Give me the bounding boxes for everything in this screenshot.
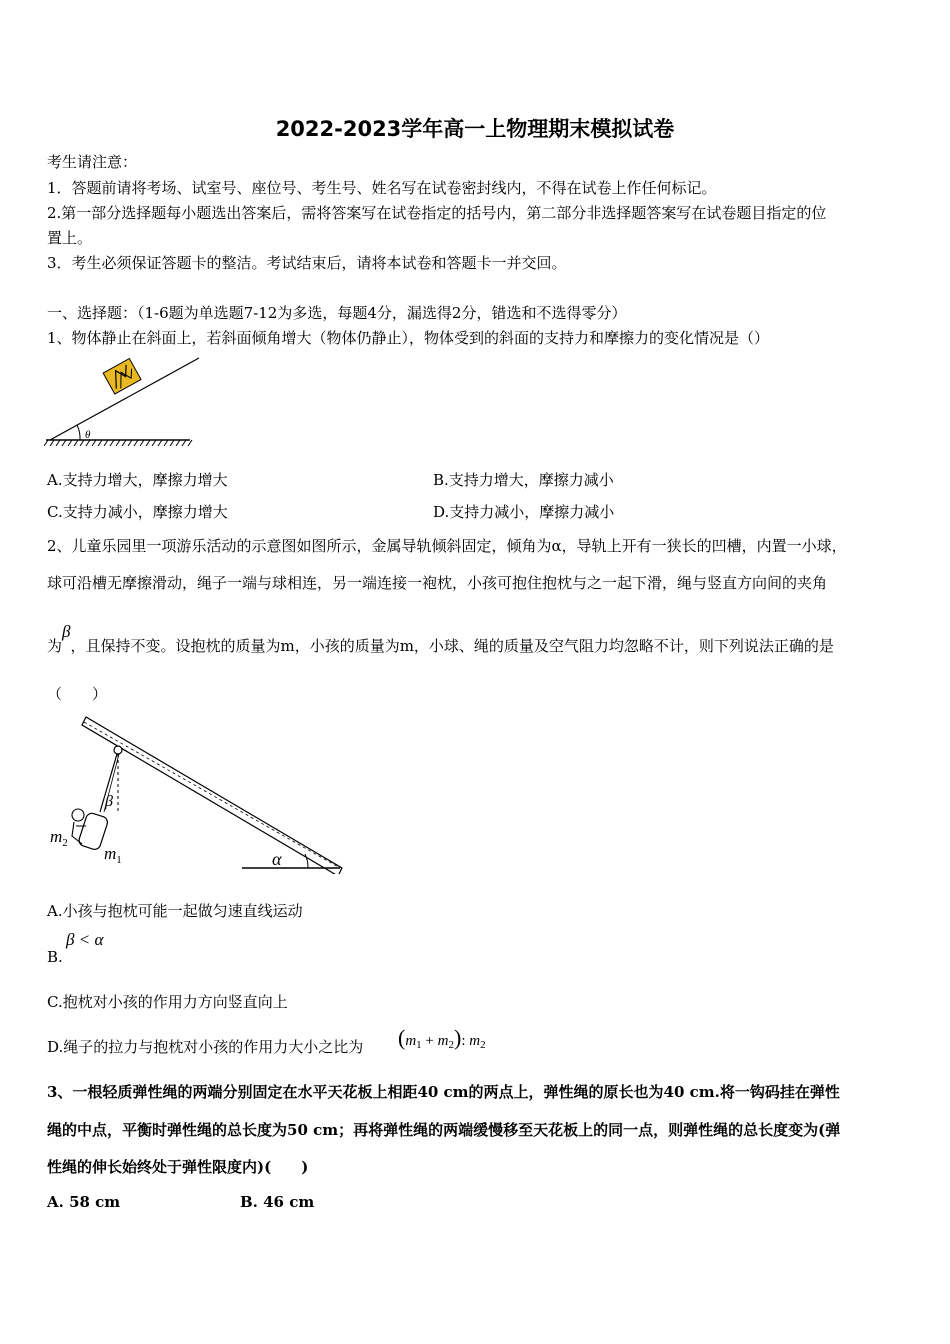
q2-line-3: [47, 622, 834, 656]
q2-option-c: C.抱枕对小孩的作用力方向竖直向上: [47, 993, 288, 1011]
q1-stem: 1、物体静止在斜面上，若斜面倾角增大（物体仍静止），物体受到的斜面的支持力和摩擦力的变化情况是（）: [47, 329, 770, 347]
q2-option-b-math: β < α: [66, 930, 104, 949]
q2-option-b-label: B.: [47, 948, 63, 966]
q2-rail-figure: [46, 714, 346, 874]
q2-option-d-math: $(m_1 + m_2)$: $m_2$: [398, 1025, 486, 1051]
q2-line-3-pre: 为: [47, 637, 63, 655]
q2-line-2: 球可沿槽无摩擦滑动，绳子一端与球相连，另一端连接一袍枕，小孩可抱住抱枕与之一起下滑，绳与竖直方向间的夹角: [47, 574, 828, 592]
q3-option-b: B. 46 cm: [240, 1193, 315, 1211]
q1-block: [103, 359, 141, 395]
q2-m1-label: $m_1$: [104, 844, 122, 866]
q2-beta-label: β: [105, 793, 113, 810]
q2-alpha-label: α: [272, 849, 282, 869]
q3-option-a: A. 58 cm: [47, 1193, 121, 1211]
section-heading: 一、选择题：（1-6题为单选题7-12为多选，每题4分，漏选得2分，错选和不选得零分）: [47, 304, 627, 322]
q1-option-d: D.支持力减小，摩擦力减小: [433, 503, 615, 521]
notice-item-3: 3．考生必须保证答题卡的整洁。考试结束后，请将本试卷和答题卡一并交回。: [47, 254, 567, 272]
q1-option-b: B.支持力增大，摩擦力减小: [433, 471, 614, 489]
notice-item-1: 1．答题前请将考场、试室号、座位号、考生号、姓名写在试卷密封线内，不得在试卷上作任何标记。: [47, 179, 717, 197]
q3-line-1: 3、一根轻质弹性绳的两端分别固定在水平天花板上相距40 cm的两点上，弹性绳的原长也为40 cm.将一钩码挂在弹性: [47, 1083, 840, 1101]
q2-ball: [114, 746, 122, 754]
notice-item-2: 2.第一部分选择题每小题选出答案后，需将答案写在试卷指定的括号内，第二部分非选择题答案写在试卷题目指定的位: [47, 204, 827, 222]
q2-child-head: [72, 809, 84, 821]
q2-m2-label: $m_2$: [50, 827, 68, 849]
q1-incline-figure: [44, 352, 204, 450]
q2-beta-symbol: β: [62, 622, 71, 641]
q2-answer-bracket: （ ）: [47, 685, 108, 703]
q1-theta-label: θ: [85, 429, 91, 441]
notice-heading: 考生请注意：: [47, 153, 138, 171]
q2-option-a: A.小孩与抱枕可能一起做匀速直线运动: [47, 902, 303, 920]
q1-option-a: A.支持力增大，摩擦力增大: [47, 471, 228, 489]
q1-option-c: C.支持力减小，摩擦力增大: [47, 503, 228, 521]
page-title: 2022-2023学年高一上物理期末模拟试卷: [275, 117, 675, 141]
q2-option-d-text: D.绳子的拉力与抱枕对小孩的作用力大小之比为: [47, 1038, 364, 1056]
q3-line-2: 绳的中点，平衡时弹性绳的总长度为50 cm；再将弹性绳的两端缓慢移至天花板上的同一点，则弹性绳的总长度变为(弹: [47, 1121, 841, 1139]
q3-line-3: 性绳的伸长始终处于弹性限度内)( ): [47, 1158, 309, 1176]
notice-item-2-cont: 置上。: [47, 229, 93, 247]
q2-line-3-post: ，且保持不变。设抱枕的质量为m，小孩的质量为m，小球、绳的质量及空气阻力均忽略不计，则下列说法正确的是: [70, 637, 834, 655]
q2-line-1: 2、儿童乐园里一项游乐活动的示意图如图所示，金属导轨倾斜固定，倾角为α，导轨上开有一狭长的凹槽，内置一小球，: [47, 537, 847, 555]
